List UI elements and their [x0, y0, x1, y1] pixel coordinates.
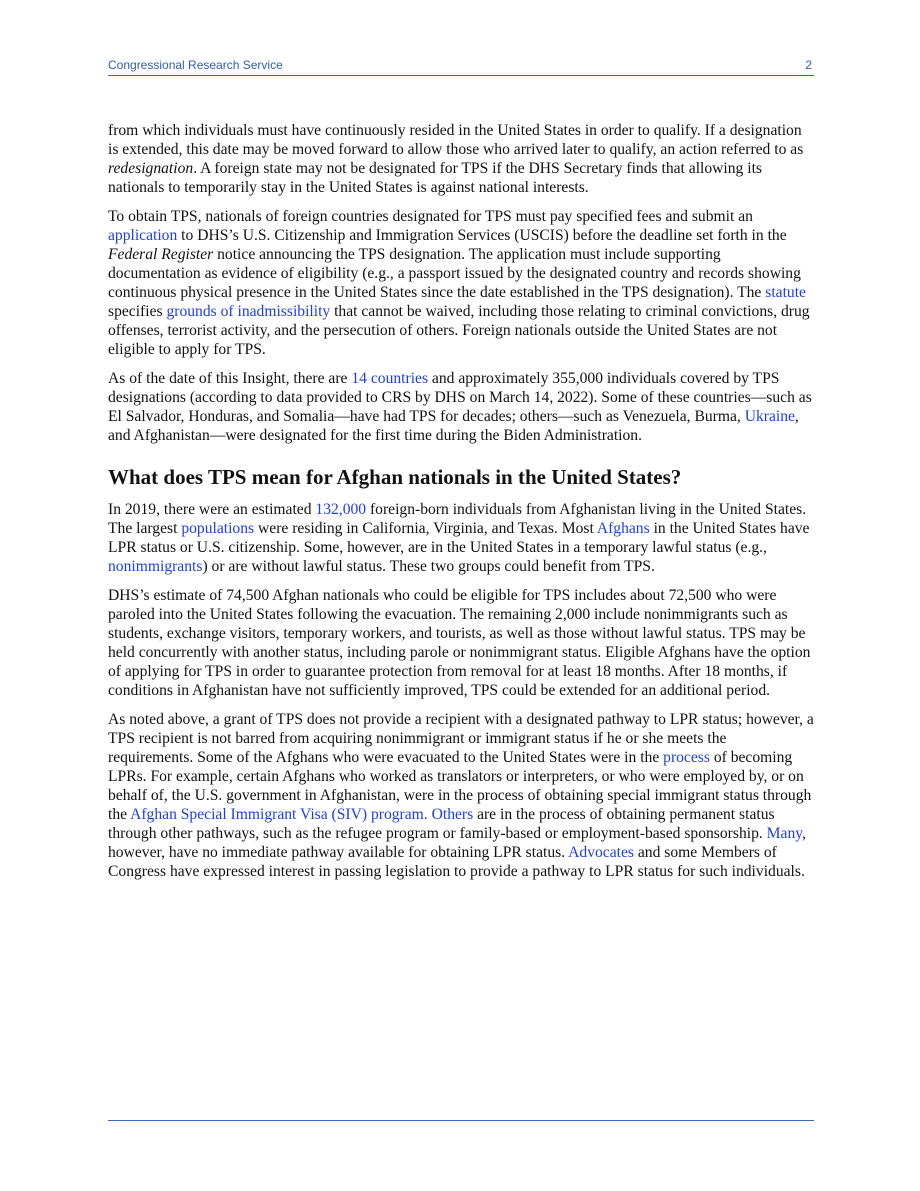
- footer-rule: [108, 1120, 814, 1121]
- text: to DHS’s U.S. Citizenship and Immigration Services (USCIS) before the deadline set forth in the: [177, 227, 787, 244]
- text: To obtain TPS, nationals of foreign countries designated for TPS must pay specified fees and submit an: [108, 208, 753, 225]
- text: of becoming LPRs. For example, certain Afghans who worked as translators or interpreters, or who were employed by, or on behalf of, the U.S. government in Afghanistan, were in the process of obtaining special immigrant status through the: [108, 749, 812, 823]
- text: As of the date of this Insight, there are: [108, 370, 352, 387]
- link-nonimmigrants[interactable]: nonimmigrants: [108, 558, 203, 575]
- text: and some Members of Congress have expressed interest in passing legislation to provide a pathway to LPR status for such individuals.: [108, 844, 805, 880]
- text: were residing in California, Virginia, and Texas. Most: [254, 520, 597, 537]
- link-grounds-of-inadmissibility[interactable]: grounds of inadmissibility: [166, 303, 331, 320]
- link-statute[interactable]: statute: [765, 284, 806, 301]
- text: DHS’s estimate of 74,500 Afghan nationals who could be eligible for TPS includes about 72,500 who were paroled into the United States following the evacuation. The remaining 2,000 include nonimmigrants such as students, exchange visitors, temporary workers, and tourists, as well as those without lawful status. TPS may be held concurrently with another status, including parole or nonimmigrant status. Eligible Afghans have the option of applying for TPS in order to guarantee protection from removal for at least 18 months. After 18 months, if conditions in Afghanistan have not sufficiently improved, TPS could be extended for an additional period.: [108, 587, 811, 699]
- text: that cannot be waived, including those relating to criminal convictions, drug offenses, terrorist activity, and the persecution of others. Foreign nationals outside the United States are not eligible to apply for TPS.: [108, 303, 810, 358]
- link-ukraine[interactable]: Ukraine: [744, 408, 795, 425]
- paragraph-dhs-estimate: [108, 586, 814, 700]
- document-body: [108, 121, 814, 891]
- paragraph-lpr-pathway: [108, 710, 814, 881]
- text: are in the process of obtaining permanent status through other pathways, such as the refugee program or family-based or employment-based sponsorship.: [108, 806, 775, 842]
- text: , however, have no immediate pathway available for obtaining LPR status.: [108, 825, 806, 861]
- text: notice announcing the TPS designation. The application must include supporting documentation as evidence of eligibility (e.g., a passport issued by the designated country and records showing continuous physical presence in the United States since the date established in the TPS designation). The: [108, 246, 801, 301]
- text: and approximately 355,000 individuals covered by TPS designations (according to data provided to CRS by DHS on March 14, 2022). Some of these countries—such as El Salvador, Honduras, and Somalia—have had TPS for decades; others—such as Venezuela, Burma,: [108, 370, 812, 425]
- text: foreign-born individuals from Afghanistan living in the United States. The largest: [108, 501, 807, 537]
- section-heading: What does TPS mean for Afghan nationals in the United States?: [108, 465, 682, 489]
- link-advocates[interactable]: Advocates: [568, 844, 634, 861]
- paragraph-afghan-population: [108, 500, 814, 576]
- link-others[interactable]: Others: [431, 806, 474, 823]
- emphasis-federal-register: Federal Register: [108, 246, 214, 263]
- text: ) or are without lawful status. These two groups could benefit from TPS.: [202, 558, 655, 575]
- link-afghans[interactable]: Afghans: [596, 520, 650, 537]
- link-populations[interactable]: populations: [181, 520, 255, 537]
- text: , and Afghanistan—were designated for the first time during the Biden Administration.: [108, 408, 799, 444]
- link-14-countries[interactable]: 14 countries: [351, 370, 429, 387]
- text: from which individuals must have continuously resided in the United States in order to qualify. If a designation is extended, this date may be moved forward to allow those who arrived later to qualify, an action referred to as: [108, 122, 804, 158]
- emphasis-redesignation: redesignation: [108, 160, 194, 177]
- link-132000[interactable]: 132,000: [315, 501, 367, 518]
- paragraph-redesignation: [108, 121, 814, 197]
- text: specifies: [108, 303, 167, 320]
- page-header: [108, 58, 814, 76]
- link-application[interactable]: application: [108, 227, 178, 244]
- paragraph-tps-countries: [108, 369, 814, 445]
- link-many[interactable]: Many: [766, 825, 803, 842]
- text: in the United States have LPR status or U.S. citizenship. Some, however, are in the United States in a temporary lawful status (e.g.,: [108, 520, 810, 556]
- page-number: 2: [805, 58, 812, 72]
- link-process[interactable]: process: [663, 749, 710, 766]
- text: . A foreign state may not be designated for TPS if the DHS Secretary finds that allowing its nationals to temporarily stay in the United States is against national interests.: [108, 160, 762, 196]
- text: In 2019, there were an estimated: [108, 501, 316, 518]
- text: As noted above, a grant of TPS does not provide a recipient with a designated pathway to LPR status; however, a TPS recipient is not barred from acquiring nonimmigrant or immigrant status if he or she meets the requirements. Some of the Afghans who were evacuated to the United States were in the: [108, 711, 814, 766]
- header-org-name: Congressional Research Service: [108, 58, 283, 72]
- link-afghan-siv-program[interactable]: Afghan Special Immigrant Visa (SIV) program.: [130, 806, 428, 823]
- paragraph-obtain-tps: [108, 207, 814, 359]
